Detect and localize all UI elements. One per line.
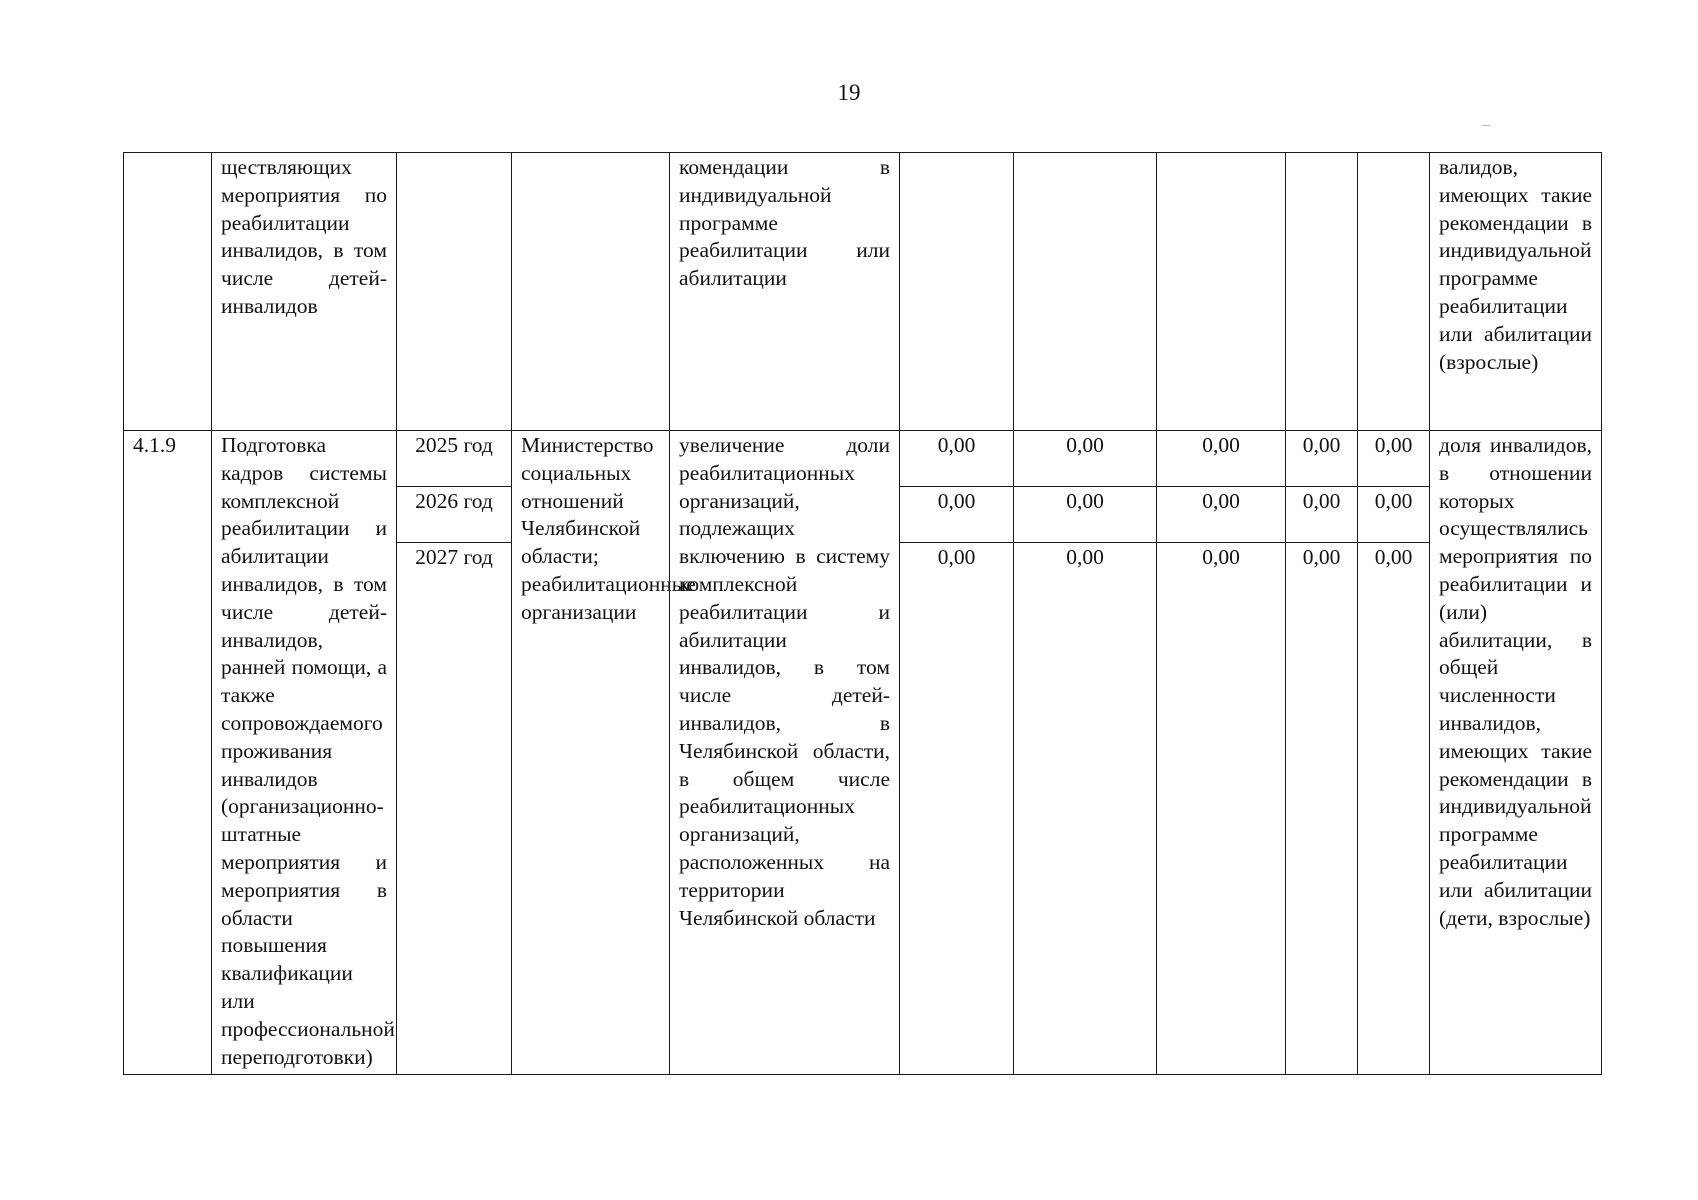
value-cell: 0,00 [1286,431,1358,487]
year-cell: 2027 год [397,543,512,1075]
value-cell: 0,00 [1157,543,1286,1075]
value-cell: 0,00 [900,431,1014,487]
table-row [124,431,1602,487]
cont-result: комендации в индивидуальной программе реабилитации или абилитации [670,153,900,431]
cont-value-cell [1286,153,1358,431]
cont-measure-name: ществляющих мероприятия по реабилитации инвалидов, в том числе детей-инвалидов [212,153,397,431]
cont-value-cell [1358,153,1430,431]
value-cell: 0,00 [1014,543,1157,1075]
continuation-row [124,153,1602,431]
value-cell: 0,00 [1358,487,1430,543]
year-cell: 2025 год [397,431,512,487]
cont-value-cell [1157,153,1286,431]
year-cell: 2026 год [397,487,512,543]
cont-value-cell [1014,153,1157,431]
cont-number-cell [124,153,212,431]
item-executor: Министерство социальных отношений Челябинской области; реабилитационные организации [512,431,670,1075]
value-cell: 0,00 [1014,487,1157,543]
value-cell: 0,00 [1358,431,1430,487]
cont-executor-cell [512,153,670,431]
value-cell: 0,00 [1157,431,1286,487]
value-cell: 0,00 [1014,431,1157,487]
value-cell: 0,00 [900,543,1014,1075]
value-cell: 0,00 [1157,487,1286,543]
value-cell: 0,00 [1286,543,1358,1075]
item-number: 4.1.9 [124,431,212,1075]
cont-period-cell [397,153,512,431]
item-result: увеличение доли реабилитационных организаций, подлежащих включению в систему комплексной реабилитации и абилитации инвалидов, в том числе детей-инвалидов, в Челябинской области, в общем числе реабилитационных организаций, расположенных на территории Челябинской области [670,431,900,1075]
value-cell: 0,00 [900,487,1014,543]
item-name: Подготовка кадров системы комплексной реабилитации и абилитации инвалидов, в том числе детей-инвалидов, ранней помощи, а также сопровождаемого проживания инвалидов (организационно-штатные мероприятия и мероприятия в области повышения квалификации или профессиональной переподготовки) [212,431,397,1075]
item-indicator: доля инвалидов, в отношении которых осуществлялись мероприятия по реабилитации и (или) абилитации, в общей численности инвалидов, имеющих такие рекомендации в индивидуальной программе реабилитации или абилитации (дети, взрослые) [1430,431,1602,1075]
value-cell: 0,00 [1358,543,1430,1075]
page-number: 19 [837,80,861,105]
cont-indicator: валидов, имеющих такие рекомендации в индивидуальной программе реабилитации или абилитации (взрослые) [1430,153,1602,431]
cont-value-cell [900,153,1014,431]
value-cell: 0,00 [1286,487,1358,543]
scan-artifact [1482,125,1490,126]
program-measures-table [123,152,1602,1075]
